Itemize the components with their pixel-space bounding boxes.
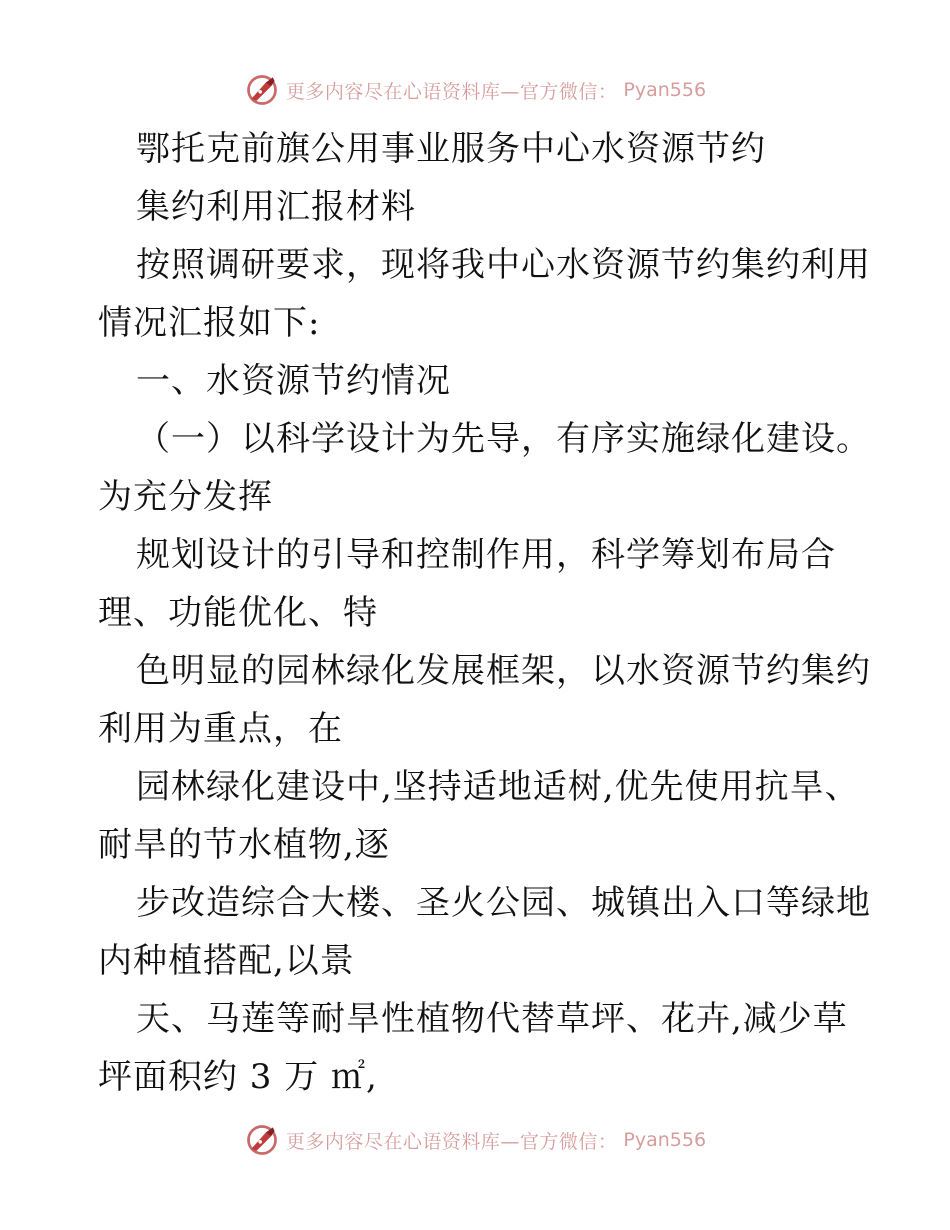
watermark-header bbox=[0, 70, 950, 110]
document-line: 鄂托克前旗公用事业服务中心水资源节约 bbox=[136, 129, 766, 169]
document-line: 坪面积约 3 万 ㎡, bbox=[98, 1057, 378, 1097]
document-line: 一、水资源节约情况 bbox=[136, 361, 451, 401]
document-line: 集约利用汇报材料 bbox=[136, 187, 416, 227]
document-line: 按照调研要求，现将我中心水资源节约集约利用 bbox=[136, 245, 871, 285]
document-line: 理、功能优化、特 bbox=[98, 593, 378, 633]
document-line: 色明显的园林绿化发展框架，以水资源节约集约 bbox=[136, 651, 871, 691]
watermark-brand-text: 更多内容尽在心语资料库—官方微信： bbox=[285, 80, 618, 103]
brand-logo-icon bbox=[244, 72, 280, 108]
watermark-footer bbox=[0, 1120, 950, 1160]
brand-logo-icon bbox=[244, 1122, 280, 1158]
document-line: 园林绿化建设中,坚持适地适树,优先使用抗旱、 bbox=[136, 767, 860, 807]
watermark-id-text: Pyan556 bbox=[623, 79, 707, 101]
document-line: 耐旱的节水植物,逐 bbox=[98, 825, 390, 865]
document-line: 为充分发挥 bbox=[98, 477, 273, 517]
document-body bbox=[98, 120, 871, 1106]
document-line: 天、马莲等耐旱性植物代替草坪、花卉,减少草 bbox=[136, 999, 848, 1039]
watermark-brand-text: 更多内容尽在心语资料库—官方微信： bbox=[285, 1130, 618, 1153]
document-line: （一）以科学设计为先导，有序实施绿化建设。 bbox=[136, 419, 871, 459]
document-line: 内种植搭配,以景 bbox=[98, 941, 355, 981]
document-line: 利用为重点，在 bbox=[98, 709, 343, 749]
watermark-id-text: Pyan556 bbox=[623, 1129, 707, 1151]
document-line: 规划设计的引导和控制作用，科学筹划布局合 bbox=[136, 535, 836, 575]
document-line: 步改造综合大楼、圣火公园、城镇出入口等绿地 bbox=[136, 883, 871, 923]
document-line: 情况汇报如下: bbox=[98, 303, 321, 343]
